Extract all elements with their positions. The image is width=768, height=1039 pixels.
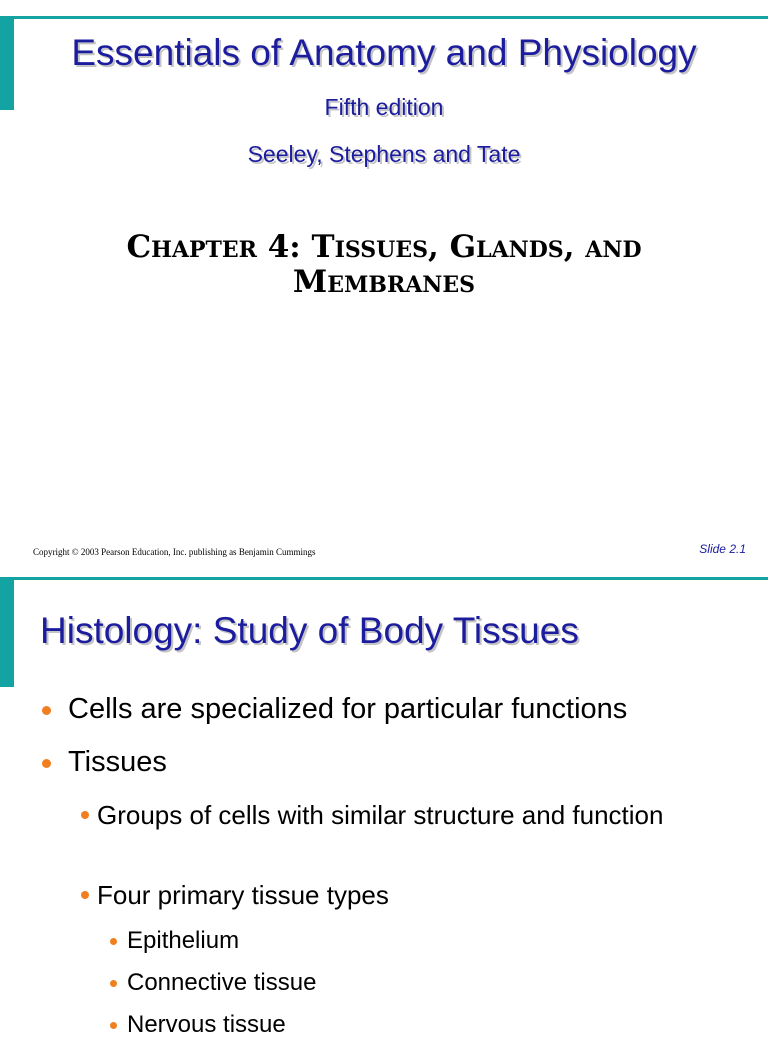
bullet-dot-icon <box>42 706 51 715</box>
book-title: Essentials of Anatomy and Physiology <box>71 32 697 73</box>
bullet-item <box>40 747 748 778</box>
content-slide <box>0 574 768 1038</box>
bullet-dot-icon <box>110 938 117 945</box>
copyright-notice: Copyright © 2003 Pearson Education, Inc. publishing as Benjamin Cummings <box>33 547 316 557</box>
bullet-text: Groups of cells with similar structure and function <box>97 800 664 830</box>
bullet-text: Epithelium <box>127 927 240 954</box>
header-rule <box>14 16 768 19</box>
bullet-text: Tissues <box>68 746 167 778</box>
sub-sub-bullet-item <box>108 927 728 955</box>
bullet-dot-icon <box>110 980 117 987</box>
bullet-item <box>40 694 748 725</box>
edition-label: Fifth edition <box>324 94 444 120</box>
bullet-dot-icon <box>81 891 89 899</box>
bullet-text: Cells are specialized for particular functions <box>68 693 628 725</box>
sub-sub-bullet-item <box>108 1011 728 1039</box>
bullet-dot-icon <box>110 1022 117 1029</box>
sub-bullet-item <box>80 800 698 830</box>
bullet-text: Four primary tissue types <box>97 880 389 910</box>
authors-label: Seeley, Stephens and Tate <box>247 141 521 167</box>
chapter-title: Chapter 4: Tissues, Glands, and Membranes <box>126 229 642 300</box>
sub-sub-bullet-item <box>108 969 728 997</box>
bullet-text: Connective tissue <box>127 969 317 996</box>
slide-title: Histology: Study of Body Tissues <box>40 610 579 651</box>
sub-bullet-item <box>80 880 698 910</box>
bullet-dot-icon <box>81 811 89 819</box>
slide-number: Slide 2.1 <box>699 542 746 556</box>
bullet-text: Nervous tissue <box>127 1011 286 1038</box>
bullet-list <box>0 574 768 1038</box>
bullet-dot-icon <box>42 759 51 768</box>
